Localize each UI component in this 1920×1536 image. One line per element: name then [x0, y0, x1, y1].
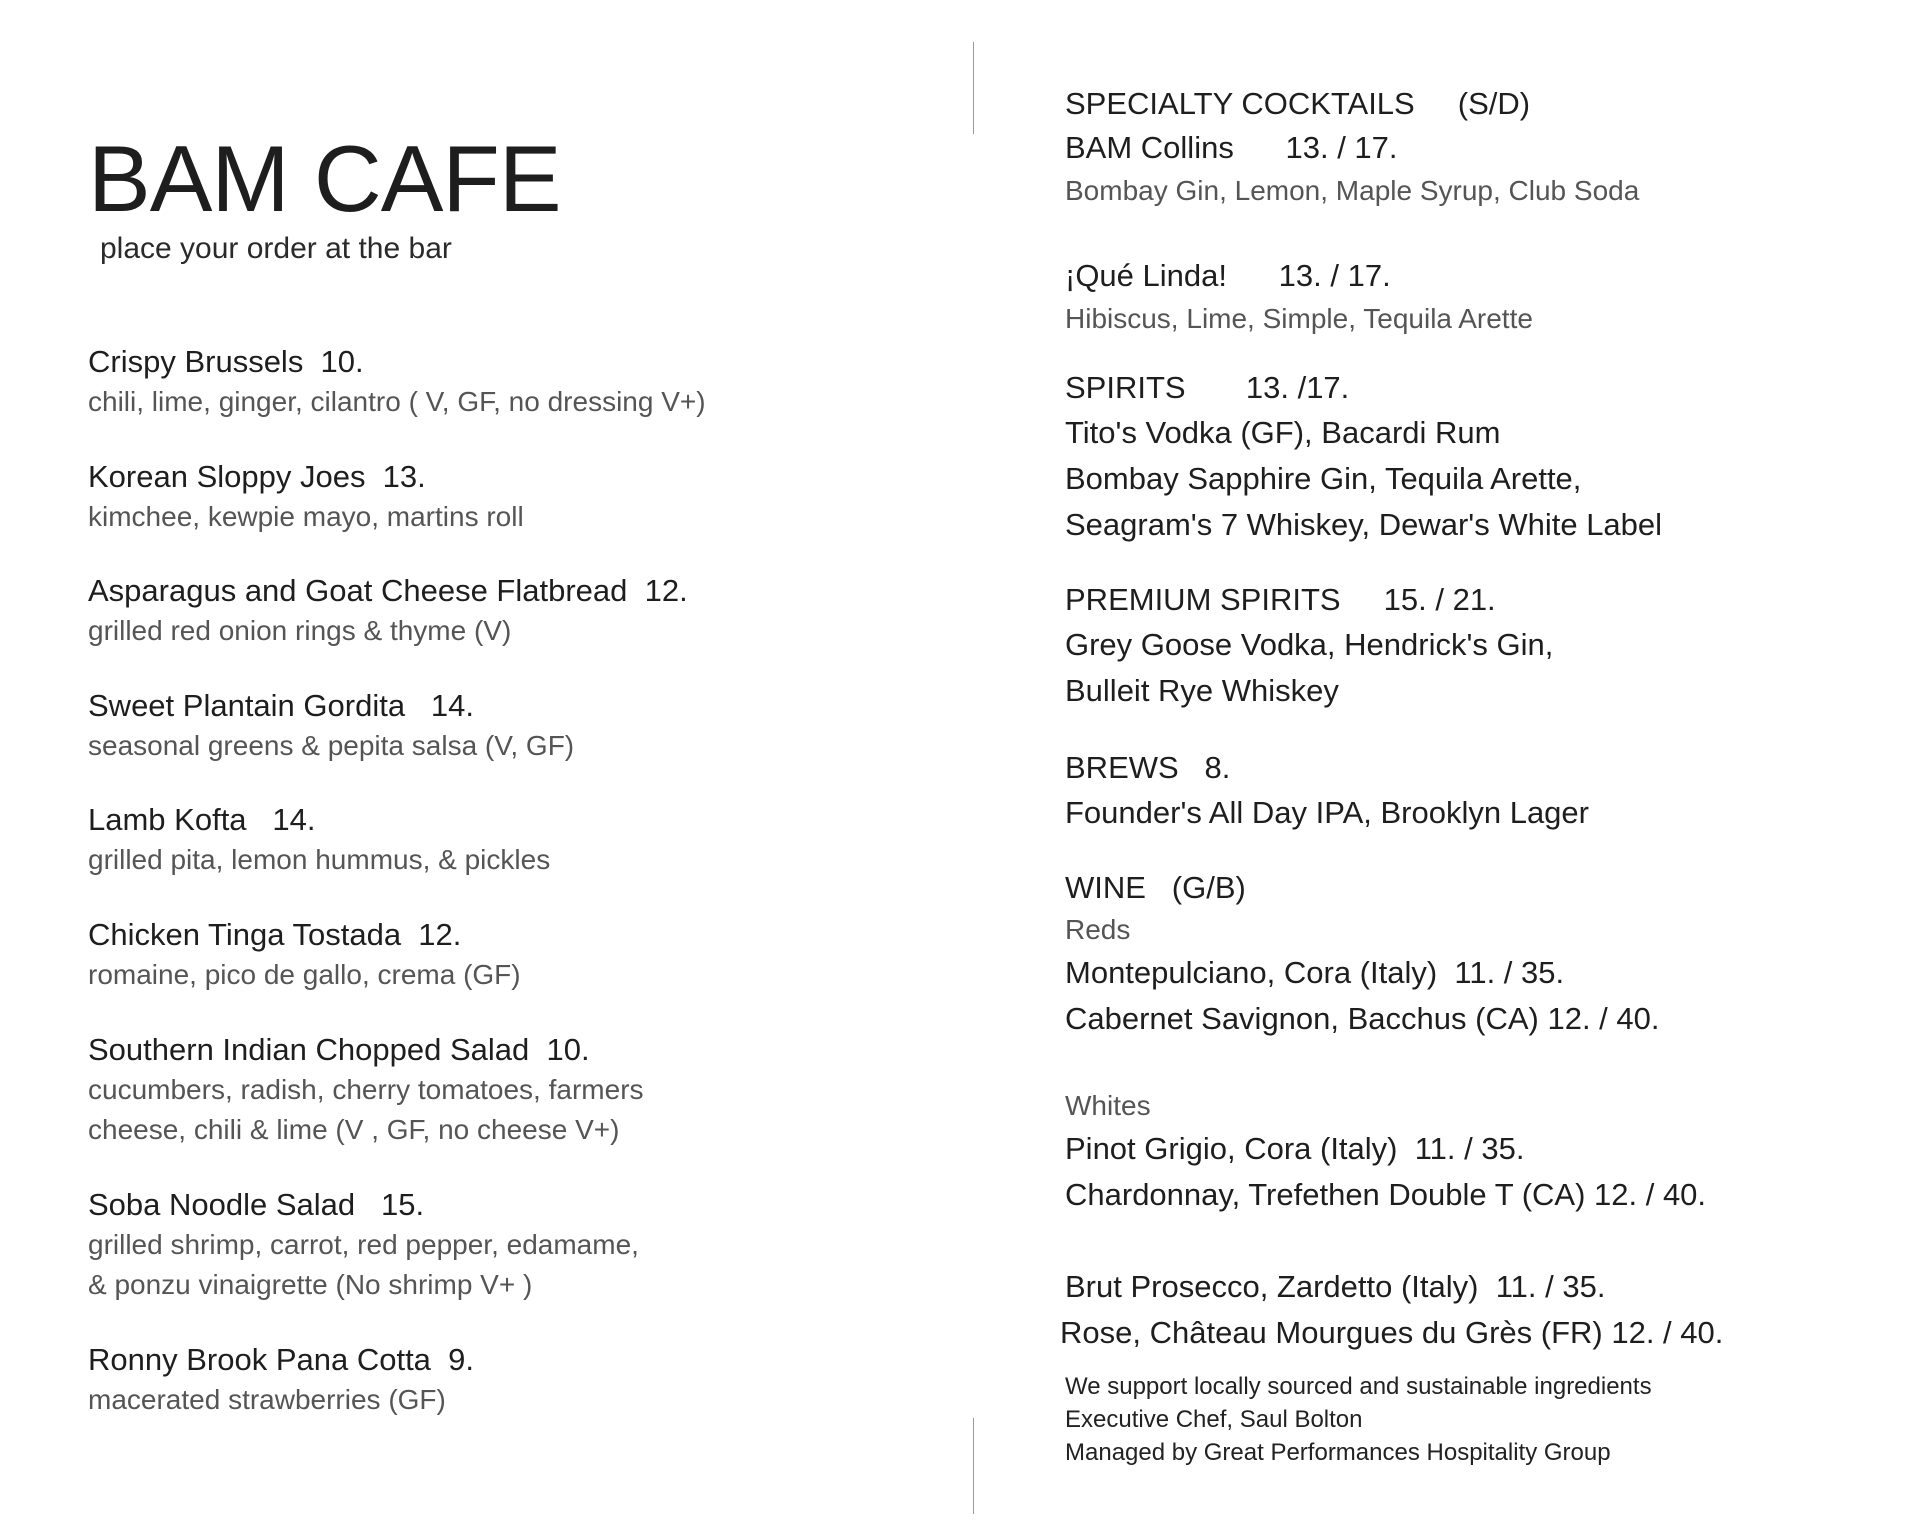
- food-item: [88, 571, 948, 686]
- footer-line: Executive Chef, Saul Bolton: [1065, 1406, 1363, 1433]
- food-item: [88, 1340, 948, 1455]
- column-divider-top: [973, 42, 974, 134]
- food-item-name: Southern Indian Chopped Salad 10.: [88, 1031, 590, 1067]
- premium-spirits-section: [1065, 578, 1905, 714]
- food-item: [88, 342, 948, 457]
- wine-section: [1065, 866, 1905, 1042]
- wine-whites-section: [1065, 1086, 1905, 1218]
- food-item-name: Korean Sloppy Joes 13.: [88, 458, 426, 494]
- wine-reds-label: Reds: [1065, 914, 1131, 945]
- spirits-section: [1065, 366, 1905, 548]
- wine-line: Rose, Château Mourgues du Grès (FR) 12. / 40.: [1060, 1315, 1724, 1350]
- food-item: [88, 1030, 948, 1185]
- wine-heading: WINE (G/B): [1065, 870, 1246, 905]
- wine-line: Pinot Grigio, Cora (Italy) 11. / 35.: [1065, 1131, 1525, 1166]
- brews-section: [1065, 746, 1905, 836]
- cocktail-description: Bombay Gin, Lemon, Maple Syrup, Club Soda: [1065, 175, 1640, 206]
- premium-spirits-line: Bulleit Rye Whiskey: [1065, 673, 1339, 708]
- food-item-description: grilled shrimp, carrot, red pepper, edamame, & ponzu vinaigrette (No shrimp V+ ): [88, 1228, 639, 1300]
- menu-footer: [1065, 1370, 1905, 1469]
- food-item-name: Sweet Plantain Gordita 14.: [88, 687, 475, 723]
- cocktail-item: [1065, 254, 1905, 340]
- food-item-name: Chicken Tinga Tostada 12.: [88, 916, 462, 952]
- cafe-subtitle: place your order at the bar: [100, 232, 452, 265]
- food-item-description: kimchee, kewpie mayo, martins roll: [88, 500, 524, 532]
- food-item-name: Soba Noodle Salad 15.: [88, 1186, 425, 1222]
- wine-line: Cabernet Savignon, Bacchus (CA) 12. / 40.: [1065, 1001, 1660, 1036]
- food-item-description: seasonal greens & pepita salsa (V, GF): [88, 729, 575, 761]
- food-item: [88, 800, 948, 915]
- food-item-description: macerated strawberries (GF): [88, 1383, 446, 1415]
- food-item-name: Asparagus and Goat Cheese Flatbread 12.: [88, 573, 688, 609]
- spirits-heading: SPIRITS 13. /17.: [1065, 370, 1350, 405]
- premium-spirits-line: Grey Goose Vodka, Hendrick's Gin,: [1065, 627, 1554, 662]
- cocktails-heading: SPECIALTY COCKTAILS (S/D): [1065, 86, 1531, 121]
- food-item-name: Ronny Brook Pana Cotta 9.: [88, 1341, 475, 1377]
- premium-spirits-heading: PREMIUM SPIRITS 15. / 21.: [1065, 582, 1496, 617]
- cocktail-name: BAM Collins 13. / 17.: [1065, 130, 1398, 165]
- footer-line: Managed by Great Performances Hospitality Group: [1065, 1439, 1611, 1466]
- food-item: [88, 457, 948, 572]
- food-item-description: chili, lime, ginger, cilantro ( V, GF, no dressing V+): [88, 386, 706, 417]
- food-item: [88, 686, 948, 801]
- food-item-description: cucumbers, radish, cherry tomatoes, farmers cheese, chili & lime (V , GF, no cheese V+): [88, 1073, 644, 1145]
- wine-line: Montepulciano, Cora (Italy) 11. / 35.: [1065, 955, 1565, 990]
- food-item-description: romaine, pico de gallo, crema (GF): [88, 958, 521, 990]
- brews-line: Founder's All Day IPA, Brooklyn Lager: [1065, 795, 1589, 830]
- food-item-description: grilled red onion rings & thyme (V): [88, 615, 512, 647]
- spirits-line: Seagram's 7 Whiskey, Dewar's White Label: [1065, 507, 1663, 542]
- cafe-title: BAM CAFE: [88, 126, 561, 231]
- cocktails-section: [1065, 82, 1905, 212]
- wine-sparkling-section: [1060, 1264, 1905, 1356]
- food-item-description: grilled pita, lemon hummus, & pickles: [88, 844, 551, 876]
- spirits-line: Tito's Vodka (GF), Bacardi Rum: [1065, 415, 1501, 450]
- column-divider-bottom: [973, 1418, 974, 1514]
- brews-heading: BREWS 8.: [1065, 750, 1231, 785]
- food-list: [88, 342, 948, 1454]
- cocktail-name: ¡Qué Linda! 13. / 17.: [1065, 258, 1391, 293]
- spirits-line: Bombay Sapphire Gin, Tequila Arette,: [1065, 461, 1582, 496]
- wine-line: Chardonnay, Trefethen Double T (CA) 12. / 40.: [1065, 1177, 1707, 1212]
- wine-whites-label: Whites: [1065, 1090, 1151, 1121]
- cocktail-description: Hibiscus, Lime, Simple, Tequila Arette: [1065, 303, 1533, 334]
- food-item-name: Crispy Brussels 10.: [88, 344, 364, 379]
- food-item: [88, 1185, 948, 1340]
- food-item-name: Lamb Kofta 14.: [88, 802, 316, 838]
- food-item: [88, 915, 948, 1030]
- footer-line: We support locally sourced and sustainable ingredients: [1065, 1373, 1652, 1400]
- wine-line: Brut Prosecco, Zardetto (Italy) 11. / 35.: [1065, 1269, 1606, 1304]
